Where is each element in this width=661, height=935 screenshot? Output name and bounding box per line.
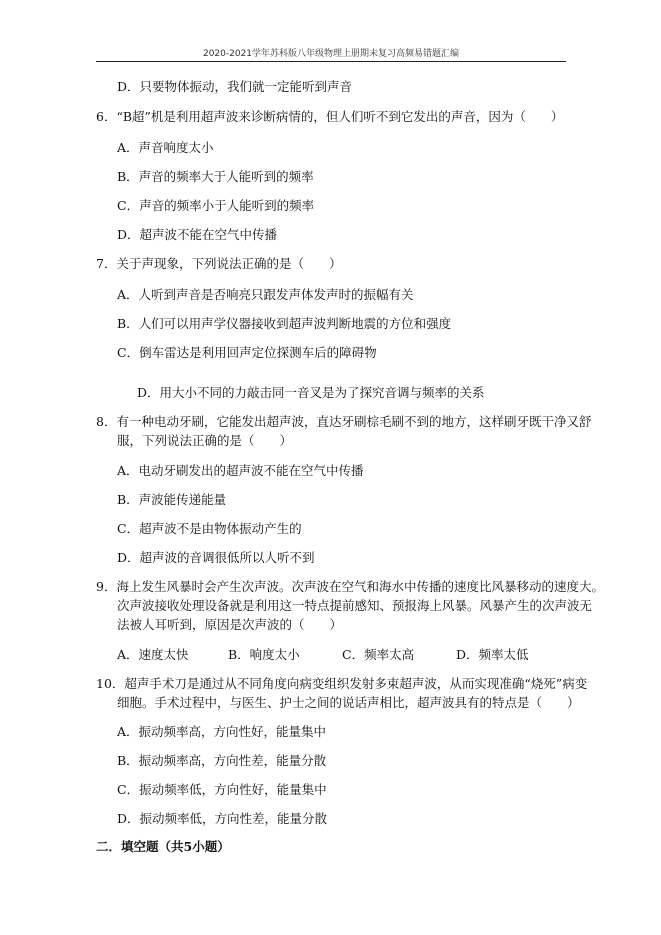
q8-stem: 8．有一种电动牙刷，它能发出超声波，直达牙刷棕毛刷不到的地方，这样刷牙既干净又舒 bbox=[96, 414, 592, 429]
q10-option-d: D．振动频率低，方向性差，能量分散 bbox=[117, 811, 328, 826]
q9-option-a: A．速度太快 bbox=[117, 647, 189, 662]
q7-stem: 7．关于声现象，下列说法正确的是（ ） bbox=[96, 256, 342, 271]
q9-option-d: D．频率太低 bbox=[456, 647, 529, 662]
q10-stem-cont: 细胞。手术过程中，与医生、护士之间的说话声相比，超声波具有的特点是（ ） bbox=[117, 695, 580, 710]
q8-option-d: D．超声波的音调很低所以人听不到 bbox=[117, 550, 315, 565]
q9-option-b: B．响度太小 bbox=[228, 647, 300, 662]
q8-option-a: A．电动牙刷发出的超声波不能在空气中传播 bbox=[117, 463, 364, 478]
q8-option-c: C．超声波不是由物体振动产生的 bbox=[117, 521, 302, 536]
q7-option-c: C．倒车雷达是利用回声定位探测车后的障碍物 bbox=[117, 345, 377, 360]
q7-option-a: A．人听到声音是否响亮只跟发声体发声时的振幅有关 bbox=[117, 287, 414, 302]
q7-option-d: D．用大小不同的力敲击同一音叉是为了探究音调与频率的关系 bbox=[137, 385, 485, 400]
q10-option-b: B．振动频率高，方向性差，能量分散 bbox=[117, 753, 327, 768]
q9-stem-cont-2: 法被人耳听到，原因是次声波的（ ） bbox=[117, 617, 343, 632]
q9-stem-cont-1: 次声波接收处理设备就是利用这一特点提前感知、预报海上风暴。风暴产生的次声波无 bbox=[117, 598, 593, 613]
page-header: 2020-2021学年苏科版八年级物理上册期末复习高频易错题汇编 bbox=[202, 49, 460, 59]
section-title: 二．填空题（共5小题） bbox=[96, 839, 230, 854]
header-divider bbox=[96, 61, 566, 62]
q9-options-row bbox=[117, 648, 529, 662]
q8-option-b: B．声波能传递能量 bbox=[117, 492, 227, 507]
q8-stem-cont: 服，下列说法正确的是（ ） bbox=[117, 433, 293, 448]
q5-option-d: D．只要物体振动，我们就一定能听到声音 bbox=[117, 79, 353, 94]
q7-option-b: B．人们可以用声学仪器接收到超声波判断地震的方位和强度 bbox=[117, 316, 452, 331]
q6-stem: 6．“B超”机是利用超声波来诊断病情的，但人们听不到它发出的声音，因为（ ） bbox=[96, 109, 564, 124]
q9-option-c: C．频率太高 bbox=[342, 647, 415, 662]
q9-stem: 9．海上发生风暴时会产生次声波。次声波在空气和海水中传播的速度比风暴移动的速度大。 bbox=[96, 579, 604, 594]
q6-option-b: B．声音的频率大于人能听到的频率 bbox=[117, 169, 314, 184]
q10-option-a: A．振动频率高，方向性好，能量集中 bbox=[117, 724, 327, 739]
q6-option-d: D．超声波不能在空气中传播 bbox=[117, 227, 278, 242]
q10-stem: 10．超声手术刀是通过从不同角度向病变组织发射多束超声波，从而实现准确“烧死”病变 bbox=[96, 676, 588, 691]
q10-option-c: C．振动频率低，方向性好，能量集中 bbox=[117, 782, 327, 797]
q6-option-a: A．声音响度太小 bbox=[117, 140, 214, 155]
q6-option-c: C．声音的频率小于人能听到的频率 bbox=[117, 198, 315, 213]
